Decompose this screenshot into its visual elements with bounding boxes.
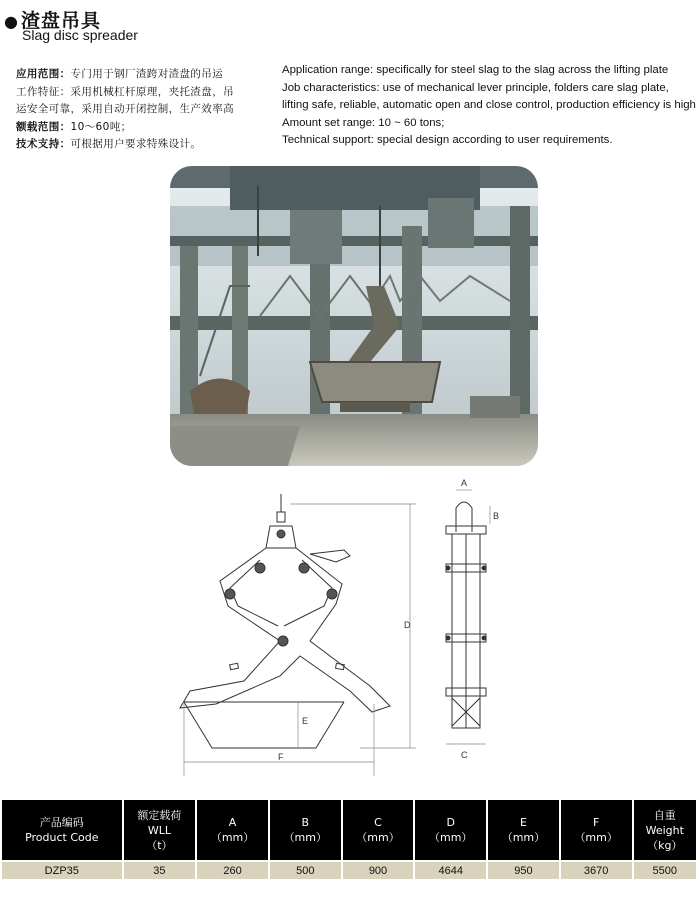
cell-product-code: DZP35 — [2, 860, 122, 879]
cell-weight: 5500 — [634, 860, 696, 879]
desc-en-line2: Job characteristics: use of mechanical lever principle, folders care slag plate, — [282, 81, 669, 94]
technical-drawing — [160, 476, 530, 786]
dim-f-label: F — [278, 752, 284, 762]
header-wll: 额定载荷 WLL （t） — [124, 800, 196, 860]
cell-f: 3670 — [561, 860, 632, 879]
factory-scene-image — [170, 166, 538, 466]
header-a: A （mm） — [197, 800, 268, 860]
desc-en-line5: Technical support: special design according to user requirements. — [282, 134, 613, 146]
dim-d-label: D — [404, 620, 411, 630]
bullet-icon: ● — [4, 12, 19, 31]
desc-zh-rated — [16, 119, 274, 137]
cell-c: 900 — [343, 860, 414, 879]
desc-en-line3: lifting safe, reliable, automatic open and close control, production efficiency is high — [282, 99, 696, 111]
desc-en-line4: Amount set range: 10 ~ 60 tons; — [282, 116, 445, 129]
rated-text: 10～60吨； — [70, 120, 132, 133]
range-label: 应用范围： — [16, 68, 71, 80]
front-view — [180, 494, 390, 748]
header-c: C （mm） — [343, 800, 414, 860]
spec-table — [0, 800, 698, 879]
header-d: D （mm） — [415, 800, 486, 860]
title-zh-text: 渣盘吊具 — [20, 10, 101, 32]
side-view — [446, 502, 486, 728]
cell-e: 950 — [488, 860, 559, 879]
range-text: 专门用于钢厂渣跨对渣盘的吊运 — [70, 68, 224, 80]
desc-zh-job2: 运安全可靠，采用自动开闭控制，生产效率高 — [16, 103, 234, 115]
page-subtitle: Slag disc spreader — [22, 27, 138, 43]
dimension-lines — [184, 504, 416, 776]
desc-zh-range — [16, 66, 274, 84]
header-weight: 自重 Weight （kg） — [634, 800, 696, 860]
product-photo — [170, 166, 538, 466]
dim-b-label: B — [493, 511, 500, 521]
support-text: 可根据用户要求特殊设计。 — [70, 138, 202, 150]
spec-table-header-row — [2, 800, 696, 860]
desc-en-line1: Application range: specifically for steel slag to the slag across the lifting plate — [282, 64, 669, 76]
cell-a: 260 — [197, 860, 268, 879]
support-label: 技术支持： — [16, 138, 71, 150]
description-en — [282, 62, 698, 150]
dim-e-label: E — [302, 716, 309, 726]
header-product-code: 产品编码 Product Code — [2, 800, 122, 860]
header-f: F （mm） — [561, 800, 632, 860]
table-row — [2, 860, 696, 879]
description-zh — [16, 66, 274, 154]
desc-zh-job1: 工作特征：采用机械杠杆原理，夹托渣盘，吊 — [16, 85, 234, 98]
cell-wll: 35 — [124, 860, 196, 879]
header-e: E （mm） — [488, 800, 559, 860]
cell-b: 500 — [270, 860, 341, 879]
dim-a-label: A — [461, 478, 468, 488]
dim-c-label: C — [461, 750, 468, 760]
side-dimension-lines — [446, 490, 490, 744]
spreader-diagram — [160, 476, 530, 786]
desc-zh-support — [16, 136, 274, 154]
header-b: B （mm） — [270, 800, 341, 860]
cell-d: 4644 — [415, 860, 486, 879]
rated-label: 额载范围： — [16, 120, 71, 133]
